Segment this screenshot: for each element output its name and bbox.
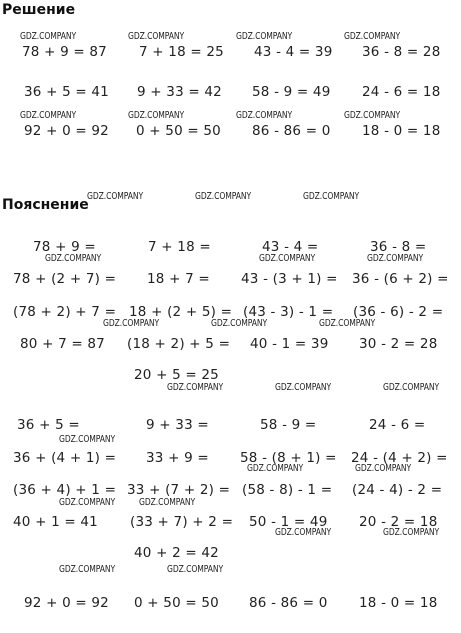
watermark: GDZ.COMPANY	[367, 253, 424, 265]
watermark: GDZ.COMPANY	[195, 191, 252, 203]
solution-equation: 86 - 86 = 0	[252, 123, 331, 139]
explanation-equation: 36 + 5 =	[17, 417, 80, 433]
solution-equation: 9 + 33 = 42	[137, 84, 222, 100]
watermark: GDZ.COMPANY	[259, 253, 316, 265]
explanation-equation: (78 + 2) + 7 =	[13, 304, 117, 320]
watermark: GDZ.COMPANY	[103, 318, 160, 330]
explanation-equation: 30 - 2 = 28	[359, 336, 438, 352]
watermark: GDZ.COMPANY	[236, 31, 293, 43]
explanation-equation: (36 + 4) + 1 =	[13, 482, 117, 498]
explanation-equation: 40 + 2 = 42	[134, 545, 219, 561]
explanation-equation: 92 + 0 = 92	[24, 595, 109, 611]
explanation-equation: 58 - 9 =	[260, 417, 317, 433]
explanation-equation: 9 + 33 =	[146, 417, 209, 433]
watermark: GDZ.COMPANY	[383, 382, 440, 394]
explanation-equation: 36 - (6 + 2) =	[352, 271, 449, 287]
explanation-equation: 24 - (4 + 2) =	[351, 450, 448, 466]
explanation-equation: (18 + 2) + 5 =	[127, 336, 231, 352]
watermark: GDZ.COMPANY	[167, 564, 224, 576]
watermark: GDZ.COMPANY	[87, 191, 144, 203]
explanation-equation: 20 + 5 = 25	[134, 367, 219, 383]
solution-equation: 92 + 0 = 92	[24, 123, 109, 139]
watermark: GDZ.COMPANY	[247, 463, 304, 475]
solution-equation: 7 + 18 = 25	[139, 44, 224, 60]
explanation-equation: 86 - 86 = 0	[249, 595, 328, 611]
explanation-equation: 78 + (2 + 7) =	[13, 271, 117, 287]
watermark: GDZ.COMPANY	[139, 497, 196, 509]
explanation-equation: 20 - 2 = 18	[359, 514, 438, 530]
solution-equation: 78 + 9 = 87	[22, 44, 107, 60]
solution-equation: 58 - 9 = 49	[252, 84, 331, 100]
watermark: GDZ.COMPANY	[211, 318, 268, 330]
explanation-equation: 0 + 50 = 50	[134, 595, 219, 611]
watermark: GDZ.COMPANY	[236, 110, 293, 122]
explanation-equation: 24 - 6 =	[369, 417, 426, 433]
explanation-equation: 40 + 1 = 41	[13, 514, 98, 530]
watermark: GDZ.COMPANY	[303, 191, 360, 203]
explanation-equation: 7 + 18 =	[148, 239, 211, 255]
watermark: GDZ.COMPANY	[167, 382, 224, 394]
watermark: GDZ.COMPANY	[20, 31, 77, 43]
explanation-equation: 18 + (2 + 5) =	[129, 304, 233, 320]
explanation-equation: (36 - 6) - 2 =	[353, 304, 444, 320]
solution-equation: 36 + 5 = 41	[24, 84, 109, 100]
watermark: GDZ.COMPANY	[59, 564, 116, 576]
explanation-equation: 18 + 7 =	[147, 271, 210, 287]
explanation-equation: 33 + 9 =	[146, 450, 209, 466]
explanation-heading: Пояснение	[2, 197, 89, 213]
solution-equation: 18 - 0 = 18	[362, 123, 441, 139]
solution-equation: 36 - 8 = 28	[362, 44, 441, 60]
watermark: GDZ.COMPANY	[45, 253, 102, 265]
explanation-equation: (33 + 7) + 2 =	[130, 514, 234, 530]
explanation-equation: (24 - 4) - 2 =	[352, 482, 443, 498]
watermark: GDZ.COMPANY	[355, 463, 412, 475]
watermark: GDZ.COMPANY	[59, 434, 116, 446]
explanation-equation: (43 - 3) - 1 =	[243, 304, 334, 320]
explanation-equation: 36 + (4 + 1) =	[13, 450, 117, 466]
watermark: GDZ.COMPANY	[128, 31, 185, 43]
explanation-equation: 50 - 1 = 49	[249, 514, 328, 530]
explanation-equation: 33 + (7 + 2) =	[127, 482, 231, 498]
watermark: GDZ.COMPANY	[344, 31, 401, 43]
explanation-equation: 43 - 4 =	[262, 239, 319, 255]
watermark: GDZ.COMPANY	[20, 110, 77, 122]
explanation-equation: 80 + 7 = 87	[20, 336, 105, 352]
watermark: GDZ.COMPANY	[344, 110, 401, 122]
solution-heading: Решение	[2, 2, 76, 18]
explanation-equation: 43 - (3 + 1) =	[241, 271, 338, 287]
explanation-equation: 58 - (8 + 1) =	[240, 450, 337, 466]
watermark: GDZ.COMPANY	[319, 318, 376, 330]
solution-equation: 43 - 4 = 39	[254, 44, 333, 60]
explanation-equation: 40 - 1 = 39	[250, 336, 329, 352]
explanation-equation: 18 - 0 = 18	[359, 595, 438, 611]
watermark: GDZ.COMPANY	[59, 497, 116, 509]
explanation-equation: 78 + 9 =	[33, 239, 96, 255]
solution-equation: 24 - 6 = 18	[362, 84, 441, 100]
watermark: GDZ.COMPANY	[275, 527, 332, 539]
watermark: GDZ.COMPANY	[275, 382, 332, 394]
explanation-equation: (58 - 8) - 1 =	[242, 482, 333, 498]
explanation-equation: 36 - 8 =	[370, 239, 427, 255]
watermark: GDZ.COMPANY	[128, 110, 185, 122]
solution-equation: 0 + 50 = 50	[136, 123, 221, 139]
watermark: GDZ.COMPANY	[383, 527, 440, 539]
